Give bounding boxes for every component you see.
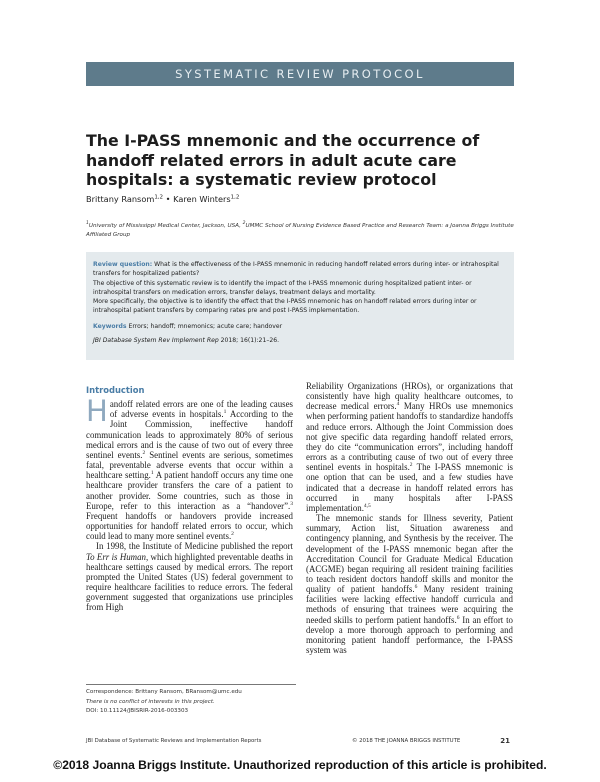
copyright-notice: ©2018 Joanna Briggs Institute. Unauthorized reproduction of this article is prohibited. (53, 758, 547, 772)
affil-ref: 1 (86, 221, 89, 226)
introduction-heading: Introduction (86, 385, 145, 395)
specific-objective-text: More specifically, the objective is to identify the effect that the I-PASS mnemonic has on handoff related errors during inter or intrahospital patient transfers by comparing rates pre and post I-PASS implementation. (93, 298, 477, 315)
section-banner: SYSTEMATIC REVIEW PROTOCOL (86, 62, 514, 86)
citation-ref[interactable]: 6 (414, 584, 418, 591)
affiliation-text: UMMC School of Nursing Evidence Based Practice and Research Team: a Joanna Briggs Institute Affiliated Group (86, 222, 514, 239)
citation-ref[interactable]: 1 (150, 470, 154, 477)
body-text: A patient handoff occurs any time one healthcare provider transfers the care of a patient to another provider. Some countries, such as those in Europe, refer to this interaction as a “handover”. (86, 470, 293, 511)
body-text: , which highlighted preventable deaths in healthcare settings caused by medical errors. The report prompted the United States (US) federal government to require healthcare facilities to reduce errors. The federal government suggested that organizations use principles from High (86, 551, 293, 613)
page-number: 21 (500, 737, 510, 745)
affiliation-text: University of Mississippi Medical Center, Jackson, USA, (88, 222, 241, 229)
footer-journal: JBI Database of Systematic Reviews and Implementation Reports (86, 738, 262, 744)
body-column-left (86, 385, 293, 612)
body-text: In an effort to develop a more thorough approach to performing and monitoring patient handoff performance, the I-PASS system was (306, 614, 513, 656)
author-list (86, 194, 239, 204)
body-text: andoff related errors are one of the leading causes of adverse events in hospitals. (109, 399, 293, 420)
citation-journal[interactable]: JBI Database System Rev Implement Rep (93, 337, 219, 345)
author-affil-ref: 1,2 (230, 194, 240, 201)
intro-paragraph-3 (306, 513, 513, 655)
citation-ref[interactable]: 4 (396, 401, 400, 408)
intro-paragraph-1 (86, 394, 293, 542)
body-text: The mnemonic stands for Illness severity, Patient summary, Action list, Situation awareness and contingency planning, and Synthesis by the receiver. The development of the I-PASS mnemonic began after the Accreditation Council for Graduate Medical Education (ACGME) began requiring all resident training facilities to teach resident doctors handoff skills and monitor the quality of patient handoffs. (306, 513, 513, 595)
citation-ref[interactable]: 6 (456, 614, 460, 621)
abstract-box (86, 252, 514, 360)
footer-copyright: © 2018 THE JOANNA BRIGGS INSTITUTE (352, 738, 461, 744)
doi-note[interactable]: DOI: 10.11124/JBISRIR-2016-003303 (86, 708, 189, 715)
body-text: Sentinel events are serious, sometimes fatal, preventable adverse events that occur within a healthcare setting. (86, 449, 293, 481)
keywords-text: Errors; handoff; mnemonics; acute care; handover (128, 322, 283, 330)
body-text: Frequent handoffs or handovers provide increased opportunities for handoff related errors to occur, which could lead to many more sentinel events. (86, 510, 293, 542)
citation-volume: 2018; 16(1):21–26. (220, 337, 280, 345)
citation-ref[interactable]: 2 (409, 462, 413, 469)
citation-ref[interactable]: 2 (142, 449, 146, 456)
author-affil-ref: 1,2 (154, 194, 164, 201)
drop-cap: H (86, 394, 108, 429)
citation-ref[interactable]: 4,5 (363, 502, 371, 509)
body-text: Many resident training facilities were lacking effective handoff curricula and methods of ensuring that trainees were acquiring the needed skills to perform patient handoffs. (306, 584, 513, 625)
body-text: The I-PASS mnemonic is one option that can be used, and a few studies have indicated that a decrease in handoff related errors has occurred in many hospitals after I-PASS implementation. (306, 462, 513, 513)
citation-ref[interactable]: 2 (231, 531, 234, 538)
keywords-label: Keywords (93, 322, 127, 330)
intro-paragraph-continued (306, 381, 513, 513)
citation-ref[interactable]: 3 (290, 500, 293, 507)
conflict-note: There is no conflict of interests in this project. (86, 698, 215, 705)
page-footer (86, 738, 514, 744)
body-text: According to the Joint Commission, ineffective handoff communication leads to approximately 80% of serious medical errors and is the cause of two out of every three sentinel events. (86, 409, 293, 460)
footnote-divider (86, 684, 296, 685)
review-question-label: Review question: (93, 261, 153, 268)
body-text: Reliability Organizations (HROs), or organizations that consistently have high quality healthcare outcomes, to decrease medical errors. (306, 381, 513, 412)
intro-paragraph-2 (86, 541, 293, 612)
citation-line (93, 336, 507, 345)
affiliations (86, 219, 514, 241)
correspondence-note[interactable]: Correspondence: Brittany Ransom, BRansom@umc.edu (86, 689, 242, 695)
author-separator: • (165, 194, 171, 204)
review-question-text: What is the effectiveness of the I-PASS mnemonic in reducing handoff related errors during inter- or intrahospital transfers for hospitalized patients? (93, 261, 499, 278)
footnotes (86, 688, 296, 717)
body-text: In 1998, the Institute of Medicine published the report (96, 541, 293, 552)
body-text: Many HROs use mnemonics when performing patient handoffs to standardize handoffs and reduce errors. Although the Joint Commission does not give specific data regarding handoff related errors, they do cite “communication errors”, including handoff errors as a contributing cause of two out of every three sentinel events in hospitals. (306, 401, 513, 473)
citation-ref[interactable]: 1 (223, 409, 227, 416)
author-name[interactable]: Karen Winters (173, 194, 231, 204)
body-column-right (306, 381, 513, 655)
keywords-line (93, 322, 507, 331)
article-title: The I-PASS mnemonic and the occurrence of handoff related errors in adult acute care hospitals: a systematic review protocol (86, 131, 480, 189)
report-title: To Err is Human (86, 551, 146, 562)
objective-text: The objective of this systematic review is to identify the impact of the I-PASS mnemonic during hospitalized patient inter- or intrahospital transfers on medication errors, transfer delays, treatment delays and mortality. (93, 279, 472, 296)
review-question (93, 260, 507, 279)
affil-ref: 2 (242, 221, 246, 226)
author-name[interactable]: Brittany Ransom (86, 194, 155, 204)
